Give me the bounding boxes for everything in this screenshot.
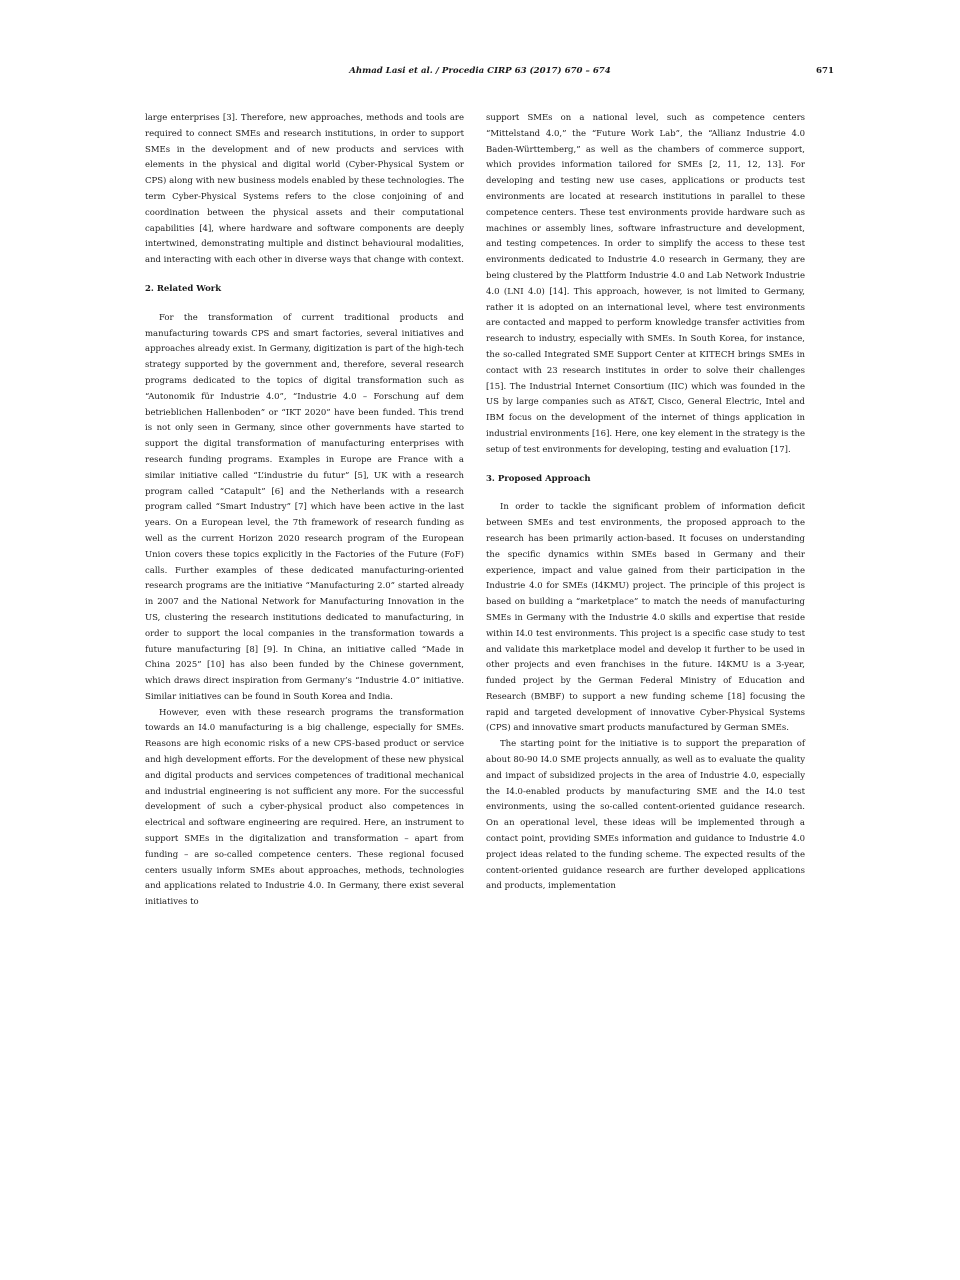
proposed-approach-paragraph-1: In order to tackle the significant problem of information deficit between SMEs and test environments, the proposed approach to the research has been primarily action-based. It focuses on understanding the specific dynamics within SMEs based in Germany and their experience, impact and value gained from their participation in the Industrie 4.0 for SMEs (I4KMU) project. The principle of this project is based on building a “marketplace” to match the needs of manufacturing SMEs in Germany with the Industrie 4.0 skills and expertise that reside within I4.0 test environments. This project is a specific case study to test and validate this marketplace model and develop it further to be used in other projects and even franchises in the future. I4KMU is a 3-year, funded project by the German Federal Ministry of Education and Research (BMBF) to support a new funding scheme [18] focusing the rapid and targeted development of innovative Cyber-Physical Systems (CPS) and innovative smart products manufactured by German SMEs. <box>486 502 805 734</box>
related-work-paragraph-2: However, even with these research programs the transformation towards an I4.0 manufacturing is a big challenge, especially for SMEs. Reasons are high economic risks of a new CPS-based product or service and high development efforts. For the development of these new physical and digital products and services competences of traditional mechanical and industrial engineering is not sufficient any more. For the successful development of such a cyber-physical product also competences in electrical and software engineering are required. Here, an instrument to support SMEs in the digitalization and transformation – apart from funding – are so-called competence centers. These regional focused centers usually inform SMEs about approaches, methods, technologies and applications related to Industrie 4.0. In Germany, there exist several initiatives to <box>145 707 464 908</box>
related-work-paragraph-1: For the transformation of current traditional products and manufacturing towards CPS and smart factories, several initiatives and approaches already exist. In Germany, digitization is part of the high-tech strategy supported by the government and, therefore, several research programs dedicated to the topics of digital transformation such as “Autonomik für Industrie 4.0”, “Industrie 4.0 – Forschung auf dem betrieblichen Hallenboden” or “IKT 2020” have been funded. This trend is not only seen in Germany, since other governments have started to support the digital transformation of manufacturing enterprises with research funding programs. Examples in Europe are France with a similar initiative called “L’industrie du futur” [5], UK with a research program called “Catapult” [6] and the Netherlands with a research program called “Smart Industry” [7] which have been active in the last years. On a European level, the 7th framework of research funding as well as the current Horizon 2020 research program of the European Union covers these topics explicitly in the Factories of the Future (FoF) calls. Further examples of these dedicated manufacturing-oriented research programs are the initiative “Manufacturing 2.0” started already in 2007 and the National Network for Manufacturing Innovation in the US, clustering the research institutions dedicated to manufacturing, in order to support the local companies in the transformation towards a future manufacturing [8] [9]. In China, an initiative called “Made in China 2025” [10] has also been funded by the Chinese government, which draws direct inspiration from Germany’s “Industrie 4.0” initiative. Similar initiatives can be found in South Korea and India. <box>145 312 464 702</box>
left-column <box>145 111 464 911</box>
page-number: 671 <box>816 66 834 76</box>
related-work-paragraph-3: support SMEs on a national level, such as competence centers “Mittelstand 4.0,” the “Future Work Lab”, the “Allianz Industrie 4.0 Baden-Württemberg,” as well as the chambers of commerce support, which provides information tailored for SMEs [2, 11, 12, 13]. For developing and testing new use cases, applications or products test environments are located at research institutions in parallel to these competence centers. These test environments provide hardware such as machines or assembly lines, software infrastructure and development, and testing competences. In order to simplify the access to these test environments dedicated to Industrie 4.0 research in Germany, they are being clustered by the Plattform Industrie 4.0 and Lab Network Industrie 4.0 (LNI 4.0) [14]. This approach, however, is not limited to Germany, rather it is adopted on an international level, where test environments are contacted and mapped to perform knowledge transfer activities from research to industry, especially with SMEs. In South Korea, for instance, the so-called Integrated SME Support Center at KITECH brings SMEs in contact with 23 research institutes in order to solve their challenges [15]. The Industrial Internet Consortium (IIC) which was founded in the US by large companies such as AT&T, Cisco, General Electric, Intel and IBM focus on the development of the internet of things application in industrial environments [16]. Here, one key element in the strategy is the setup of test environments for developing, testing and evaluation [17]. <box>486 113 805 455</box>
section-heading-proposed-approach: 3. Proposed Approach <box>486 473 591 484</box>
section-heading-related-work: 2. Related Work <box>145 283 222 294</box>
running-head: Ahmad Lasi et al. / Procedia CIRP 63 (2017) 670 – 674 <box>349 66 611 76</box>
page-header <box>0 66 960 80</box>
right-column <box>486 111 805 895</box>
proposed-approach-paragraph-2: The starting point for the initiative is to support the preparation of about 80-90 I4.0 SME projects annually, as well as to evaluate the quality and impact of subsidized projects in the area of Industrie 4.0, especially the I4.0-enabled products by manufacturing SME and the I4.0 test environments, using the so-called content-oriented guidance research. On an operational level, these ideas will be implemented through a contact point, providing SMEs information and guidance to Industrie 4.0 project ideas related to the funding scheme. The expected results of the content-oriented guidance research are further developed applications and products, implementation <box>486 739 805 892</box>
intro-paragraph: large enterprises [3]. Therefore, new approaches, methods and tools are required to connect SMEs and research institutions, in order to support SMEs in the development and of new products and services with elements in the physical and digital world (Cyber-Physical System or CPS) along with new business models enabled by these technologies. The term Cyber-Physical Systems refers to the close conjoining of and coordination between the physical assets and their computational capabilities [4], where hardware and software components are deeply intertwined, demonstrating multiple and distinct behavioural modalities, and interacting with each other in diverse ways that change with context. <box>145 113 464 266</box>
